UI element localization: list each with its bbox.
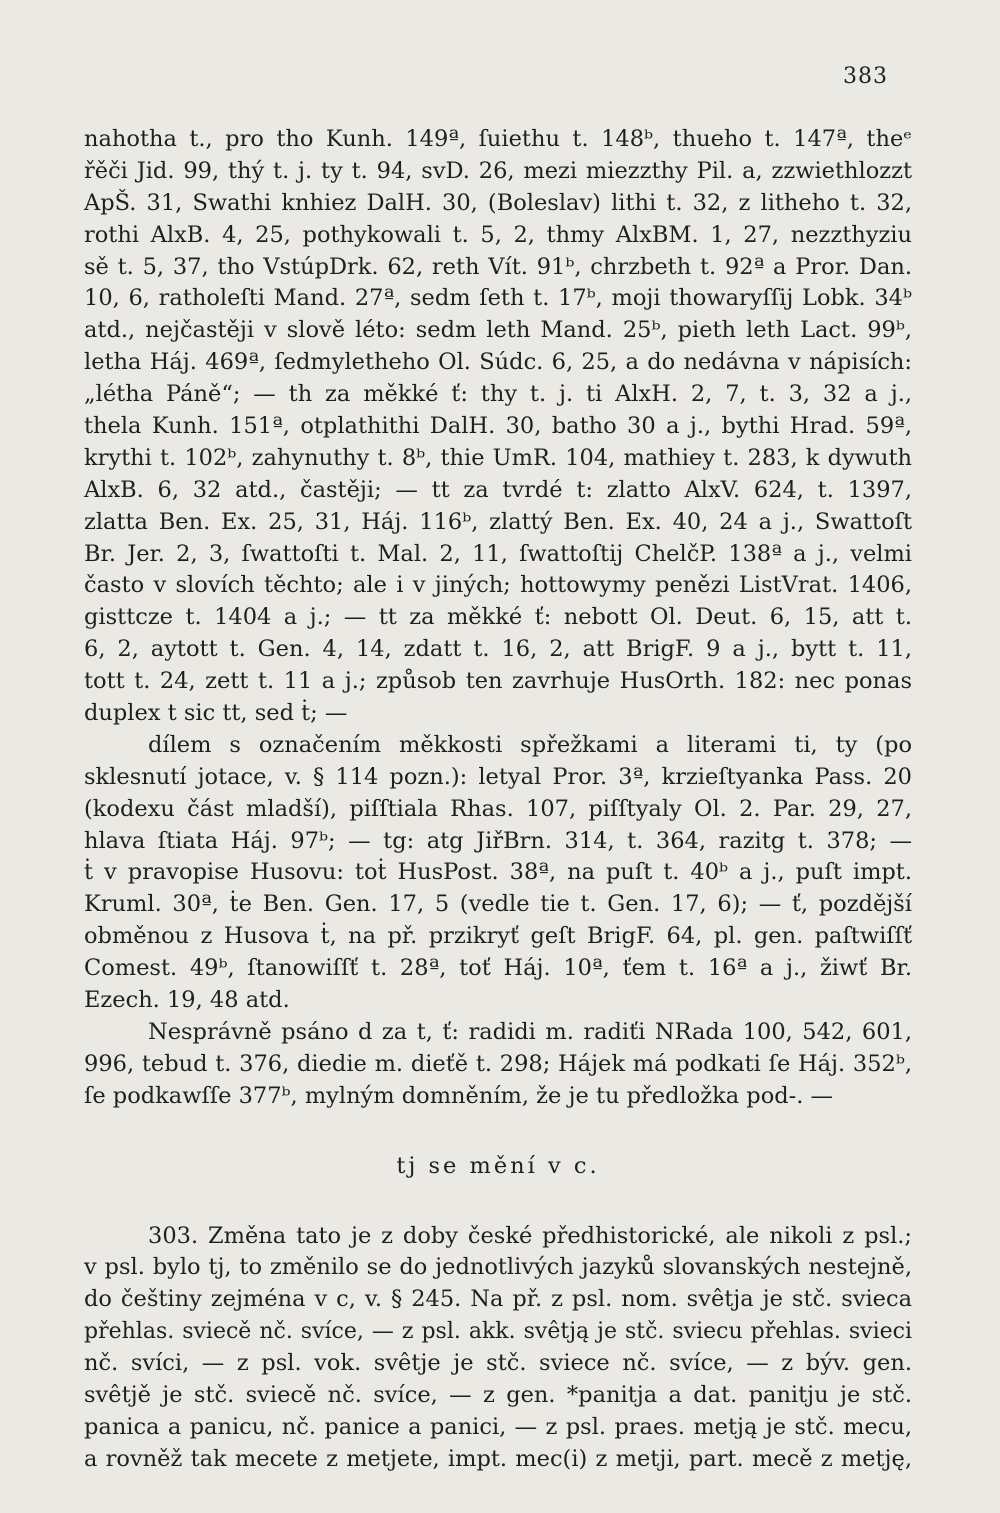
text-line: panica a panicu, nč. panice a panici, — z psl. praes. metją je stč. mecu, bbox=[84, 1413, 912, 1440]
text-line: přehlas. sviecě nč. svíce, — z psl. akk. svêtją je stč. sviecu přehlas. svieci bbox=[84, 1319, 912, 1345]
text-line: sě t. 5, 37, tho VstúpDrk. 62, reth Vít. 91ᵇ, chrzbeth t. 92ª a Pror. Dan. bbox=[84, 253, 912, 280]
text-line: krythi t. 102ᵇ, zahynuthy t. 8ᵇ, thie UmR. 104, mathiey t. 283, k dywuth bbox=[84, 444, 912, 471]
text-line: Ezech. 19, 48 atd. bbox=[84, 987, 290, 1014]
text-line: tott t. 24, zett t. 11 a j.; způsob ten zavrhuje HusOrth. 182: nec ponas bbox=[84, 668, 912, 695]
text-line: dílem s označením měkkosti spřežkami a literami ti, ty (po bbox=[148, 731, 912, 758]
text-line: atd., nejčastěji v slově léto: sedm leth Mand. 25ᵇ, pieth leth Lact. 99ᵇ, bbox=[84, 317, 912, 344]
text-line: Nesprávně psáno d za t, ť: radidi m. radiťi NRada 100, 542, 601, bbox=[148, 1018, 912, 1045]
text-line: duplex t sic tt, sed ṫ; — bbox=[84, 700, 348, 727]
text-line: thela Kunh. 151ª, otplathithi DalH. 30, batho 30 a j., bythi Hrad. 59ª, bbox=[84, 413, 912, 440]
text-line: často v slovích těchto; ale i v jiných; hottowymy penězi ListVrat. 1406, bbox=[84, 572, 912, 599]
text-line: nč. svíci, — z psl. vok. svêtje je stč. sviece nč. svíce, — z býv. gen. bbox=[84, 1350, 912, 1377]
section-heading: tj se mění v c. bbox=[396, 1152, 600, 1179]
text-line: nahotha t., pro tho Kunh. 149ª, ſuiethu t. 148ᵇ, thueho t. 147ª, theᵉ bbox=[84, 126, 912, 152]
text-line: Br. Jer. 2, 3, ſwattoſti t. Mal. 2, 11, ſwattoſtij ChelčP. 138ª a j., velmi bbox=[84, 540, 912, 567]
text-line: 996, tebud t. 376, diedie m. dieťě t. 298; Hájek má podkati ſe Háj. 352ᵇ, bbox=[84, 1050, 912, 1077]
text-line: Comest. 49ᵇ, ſtanowiſſť t. 28ª, toť Háj. 10ª, ťem t. 16ª a j., žiwť Br. bbox=[84, 955, 912, 982]
text-line: v psl. bylo tj, to změnilo se do jednotlivých jazyků slovanských nestejně, bbox=[84, 1254, 912, 1281]
text-line: do češtiny zejména v c, v. § 245. Na př. z psl. nom. svêtja je stč. sviecа bbox=[84, 1286, 912, 1313]
text-line: gisttcze t. 1404 a j.; — tt za měkké ť: nebott Ol. Deut. 6, 15, att t. bbox=[84, 604, 912, 631]
text-line: sklesnutí jotace, v. § 114 pozn.): letyal Pror. 3ª, krzieſtyanka Pass. 20 bbox=[84, 763, 912, 790]
text-line: obměnou z Husova ṫ, na př. przikryť geſt BrigF. 64, pl. gen. paſtwiſſť bbox=[84, 923, 912, 950]
text-line: ṫ v pravopise Husovu: toṫ HusPost. 38ª, na puſt t. 40ᵇ a j., puſt impt. bbox=[84, 859, 912, 886]
text-line: svêtjě je stč. sviecě nč. svíce, — z gen. *panitja a dat. panitju je stč. bbox=[84, 1381, 912, 1408]
text-line: 6, 2, aytott t. Gen. 4, 14, zdatt t. 16, 2, att BrigF. 9 a j., bytt t. 11, bbox=[84, 636, 912, 663]
text-line: Kruml. 30ª, ṫe Ben. Gen. 17, 5 (vedle tie t. Gen. 17, 6); — ť, pozdější bbox=[84, 891, 912, 918]
text-line: 303. Změna tato je z doby české předhistorické, ale nikoli z psl.; bbox=[148, 1222, 912, 1249]
text-line: řěči Jid. 99, thý t. j. ty t. 94, svD. 26, mezi miezzthy Pil. a, zzwiethlozzt bbox=[84, 157, 912, 184]
text-line: (kodexu část mladší), piſſtiala Rhas. 107, piſſtyaly Ol. 2. Par. 29, 27, bbox=[84, 795, 912, 822]
text-line: ſe podkawſſe 377ᵇ, mylným domněním, že je tu předložka pod-. — bbox=[84, 1082, 834, 1109]
text-line: AlxB. 6, 32 atd., častěji; — tt za tvrdé t: zlatto AlxV. 624, t. 1397, bbox=[84, 476, 912, 503]
page-number: 383 bbox=[843, 64, 888, 89]
text-line: rothi AlxB. 4, 25, pothykowali t. 5, 2, thmy AlxBM. 1, 27, nezzthyziu bbox=[84, 221, 912, 248]
text-line: letha Háj. 469ª, ſedmyletheho Ol. Súdc. 6, 25, a do nedávna v nápisích: bbox=[84, 349, 912, 376]
text-line: ApŠ. 31, Swathi knhiez DalH. 30, (Boleslav) lithi t. 32, z litheho t. 32, bbox=[84, 189, 912, 216]
text-line: zlatta Ben. Ex. 25, 31, Háj. 116ᵇ, zlattý Ben. Ex. 40, 24 a j., Swattoſt bbox=[84, 508, 912, 535]
text-line: „létha Páně“; — th za měkké ť: thy t. j. ti AlxH. 2, 7, t. 3, 32 a j., bbox=[84, 381, 912, 408]
text-line: a rovněž tak mecete z metjete, impt. mec(i) z metji, part. mecě z metję, bbox=[84, 1445, 912, 1472]
text-line: hlava ſtiata Háj. 97ᵇ; — tg: atg JiřBrn. 314, t. 364, razitg t. 378; — bbox=[84, 827, 912, 854]
text-line: 10, 6, ratholeſti Mand. 27ª, sedm ſeth t. 17ᵇ, moji thowaryſſij Lobk. 34ᵇ bbox=[84, 285, 912, 312]
body-text bbox=[84, 124, 912, 1476]
